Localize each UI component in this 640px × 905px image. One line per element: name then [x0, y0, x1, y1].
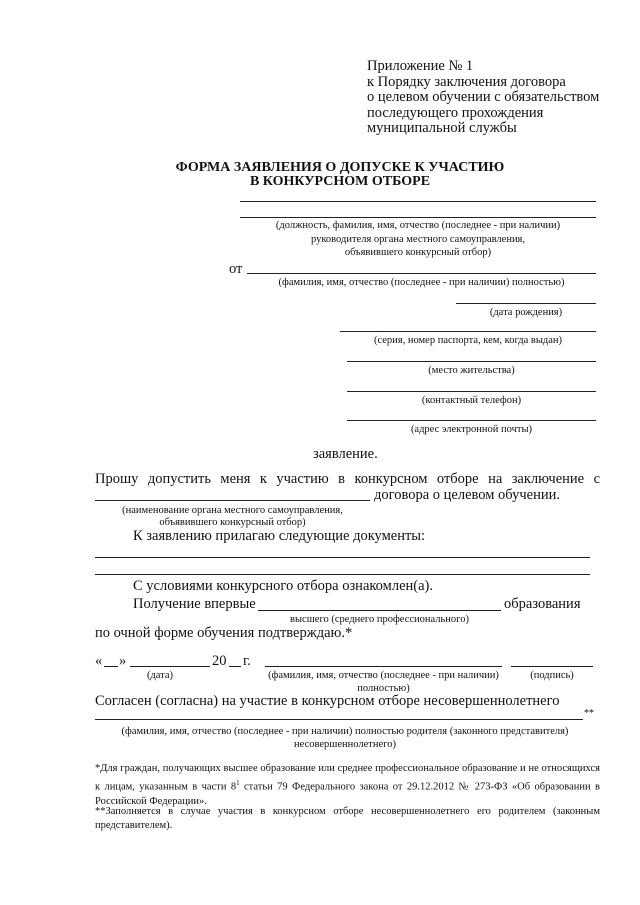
footnote-1-text-end: статьи 79 Федерального закона от 29.12.2012 № 273-ФЗ «Об образовании в Российской Федерации». — [95, 781, 601, 807]
addressee-caption-3: объявившего конкурсный отбор) — [344, 247, 492, 258]
form-title-line-1: ФОРМА ЗАЯВЛЕНИЯ О ДОПУСКЕ К УЧАСТИЮ — [175, 160, 505, 175]
passport-caption: (серия, номер паспорта, кем, когда выдан) — [373, 335, 563, 346]
applicant-name-line[interactable] — [265, 666, 502, 667]
passport-line[interactable] — [340, 331, 596, 332]
signature-caption: (подпись) — [530, 670, 574, 681]
email-caption: (адрес электронной почты) — [410, 424, 533, 435]
date-quote-close: » — [119, 653, 127, 669]
signature-line[interactable] — [511, 666, 593, 667]
annex-line-2: к Порядку заключения договора — [367, 73, 566, 90]
applicant-name-caption-2: полностью) — [357, 683, 410, 694]
annex-line-5: муниципальной службы — [367, 120, 517, 136]
phone-caption: (контактный телефон) — [421, 395, 522, 406]
request-text: Прошу допустить меня к участию в конкурсном отборе на заключение с — [95, 471, 600, 487]
documents-label: К заявлению прилагаю следующие документы: — [133, 528, 426, 544]
date-quote-open: « — [95, 653, 103, 669]
applicant-name-caption-1: (фамилия, имя, отчество (последнее - при наличии) — [268, 670, 499, 681]
footnote-1-text: *Для граждан, получающих высшее образование или среднее профессиональное образование и не относящихся к лицам, указанным в части 8 — [95, 763, 600, 793]
form-title-line-2: В КОНКУРСНОМ ОТБОРЕ — [249, 174, 431, 189]
birth-date-caption: (дата рождения) — [489, 307, 563, 318]
organization-caption-1: (наименование органа местного самоуправления, — [122, 505, 343, 516]
first-education-label: Получение впервые — [133, 596, 256, 612]
date-caption: (дата) — [146, 670, 174, 681]
birth-date-line[interactable] — [456, 303, 596, 304]
addressee-caption-2: руководителя органа местного самоуправления, — [310, 234, 526, 245]
consent-footnote-mark: ** — [584, 708, 594, 719]
date-day-line[interactable] — [104, 666, 118, 667]
footnote-2: **Заполняется в случае участия в конкурсном отборе несовершеннолетнего его родителем (законным представителем). — [95, 806, 600, 831]
date-year-prefix: 20 — [212, 653, 227, 669]
full-time-confirmation: по очной форме обучения подтверждаю.* — [95, 625, 353, 641]
acquainted-statement: С условиями конкурсного отбора ознакомлен(а). — [133, 578, 433, 594]
documents-line-1[interactable] — [95, 557, 590, 558]
annex-line-4: последующего прохождения — [367, 104, 544, 121]
footnote-1 — [95, 762, 600, 809]
annex-line-1: Приложение № 1 — [367, 58, 474, 74]
addressee-caption-1: (должность, фамилия, имя, отчество (последнее - при наличии) — [275, 220, 561, 231]
footnote-1-superscript: 1 — [236, 779, 240, 787]
addressee-line-1[interactable] — [240, 201, 596, 202]
application-heading: заявление. — [313, 446, 378, 462]
organization-caption-2: объявившего конкурсный отбор) — [159, 517, 306, 528]
parent-caption-2: несовершеннолетнего) — [294, 739, 396, 750]
date-month-line[interactable] — [130, 666, 210, 667]
consent-statement: Согласен (согласна) на участие в конкурсном отборе несовершеннолетнего — [95, 693, 560, 709]
residence-line[interactable] — [347, 361, 596, 362]
education-level-caption: высшего (среднего профессионального) — [290, 614, 469, 625]
from-name-line[interactable] — [247, 273, 596, 274]
date-year-suffix: г. — [243, 653, 251, 669]
annex-header — [367, 59, 599, 137]
parent-name-line[interactable] — [95, 719, 583, 720]
from-name-caption: (фамилия, имя, отчество (последнее - при наличии) полностью) — [278, 277, 565, 288]
annex-line-3: о целевом обучении с обязательством — [367, 89, 600, 105]
organization-line[interactable] — [95, 500, 370, 501]
email-line[interactable] — [347, 420, 596, 421]
date-year-line[interactable] — [229, 666, 241, 667]
request-text-tail: договора о целевом обучении. — [374, 487, 560, 503]
residence-caption: (место жительства) — [428, 365, 515, 376]
from-label: от — [229, 261, 243, 277]
parent-caption-1: (фамилия, имя, отчество (последнее - при наличии) полностью родителя (законного представителя) — [121, 726, 569, 737]
phone-line[interactable] — [347, 391, 596, 392]
documents-line-2[interactable] — [95, 574, 590, 575]
first-education-end: образования — [504, 596, 581, 612]
addressee-line-2[interactable] — [240, 217, 596, 218]
education-level-line[interactable] — [258, 610, 501, 611]
